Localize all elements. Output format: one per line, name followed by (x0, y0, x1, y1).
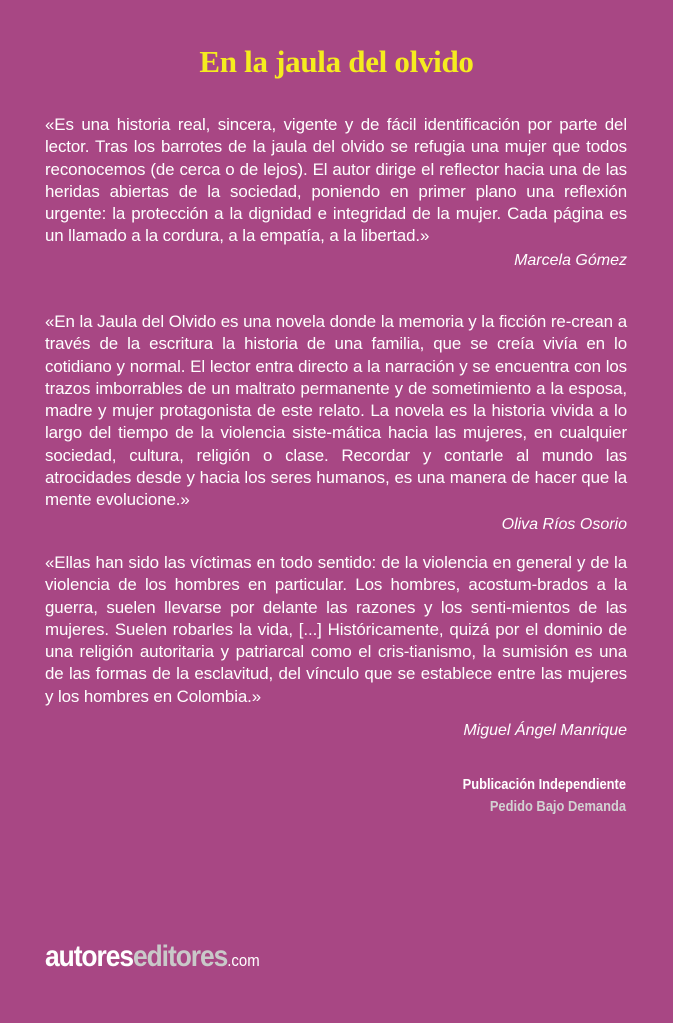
review-text: «Es una historia real, sincera, vigente y de fácil identificación por parte del lector. Tras los barrotes de la jaula del olvido se refugia una mujer que todos reconocemos (de cerca o de lejos). El autor dirige el reflector hacia una de las heridas abiertas de la sociedad, poniendo en primer plano una reflexión urgente: la protección a la dignidad e integridad de la mujer. Cada página es un llamado a la cordura, a la empatía, a la libertad.» (45, 115, 627, 246)
logo-part-autores: autores (45, 940, 133, 973)
review-author: Oliva Ríos Osorio (501, 515, 627, 533)
review-blurb (45, 552, 627, 742)
book-title: En la jaula del olvido (199, 44, 474, 79)
publication-type: Publicación Independiente (462, 776, 626, 793)
review-blurb (45, 114, 627, 272)
publication-info (463, 774, 626, 818)
logo-part-domain: .com (227, 951, 260, 970)
publisher-logo (45, 940, 260, 974)
review-author: Miguel Ángel Manrique (463, 722, 627, 740)
review-text: «En la Jaula del Olvido es una novela donde la memoria y la ficción re-crean a través de la escritura la historia de una familia, que se creía vivía en lo cotidiano y normal. El lector entra directo a la narración y se encuentra con los trazos imborrables de un maltrato permanente y de sometimiento a la esposa, madre y mujer protagonista de este relato. La novela es la historia vivida a lo largo del tiempo de la violencia siste-mática hacia las mujeres, en cualquier sociedad, cultura, religión o clase. Recordar y contarle al mundo las atrocidades desde y hacia los seres humanos, es una manera de hacer que la mente evolucione.» (45, 312, 627, 510)
review-author: Marcela Gómez (514, 251, 627, 269)
review-blurb (45, 311, 627, 536)
logo-part-editores: editores (132, 940, 228, 973)
review-text: «Ellas han sido las víctimas en todo sentido: de la violencia en general y de la violencia de los hombres en particular. Los hombres, acostum-brados a la guerra, suelen llevarse por delante las razones y los senti-mientos de las mujeres. Suelen robarles la vida, [...] Históricamente, quizá por el dominio de una religión autoritaria y patriarcal como el cris-tianismo, la sumisión es una de las formas de la esclavitud, del vínculo que se establece entre las mujeres y los hombres en Colombia.» (45, 553, 627, 706)
publication-mode: Pedido Bajo Demanda (489, 798, 626, 815)
